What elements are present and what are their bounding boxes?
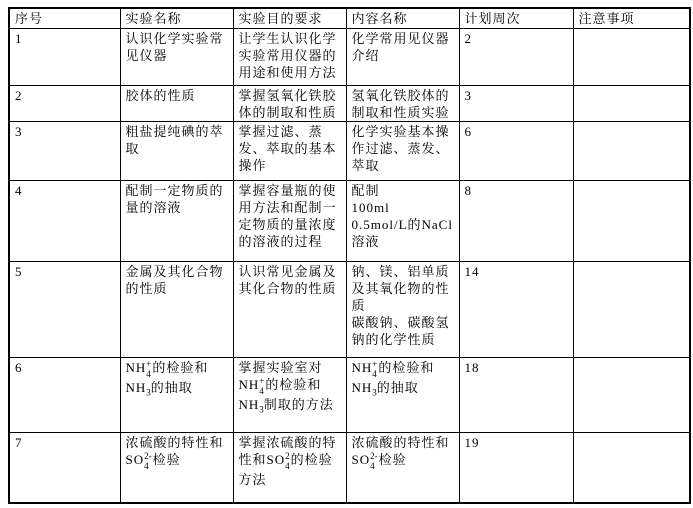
header-cell-notes: 注意事项 xyxy=(573,8,690,28)
cell-purpose xyxy=(233,432,346,503)
cell-no: 3 xyxy=(9,121,120,180)
cell-line: 100ml xyxy=(351,199,390,215)
cell-experiment-name xyxy=(120,180,233,261)
cell-notes xyxy=(573,28,690,85)
cell-line: NH + 4 的检验和 xyxy=(351,358,435,379)
cell-line: 用方法和配制一 xyxy=(238,199,337,215)
header-cell-week: 计划周次 xyxy=(459,8,573,28)
formula-subsup: + 4 xyxy=(372,358,378,379)
cell-line: 浓硫酸的特性和 xyxy=(125,434,224,450)
cell-line: 实验常用仪器的 xyxy=(238,47,337,63)
cell-notes xyxy=(573,85,690,121)
cell-line: 配制 xyxy=(351,182,380,198)
cell-experiment-name xyxy=(120,121,233,180)
cell-line: SO 2- 4 检验 xyxy=(125,450,181,471)
cell-purpose xyxy=(233,121,346,180)
cell-line: 溶液 xyxy=(351,233,380,249)
cell-experiment-name xyxy=(120,85,233,121)
cell-experiment-name xyxy=(120,357,233,432)
cell-line: 金属及其化合物 xyxy=(125,263,224,279)
formula-subsup: 2 4 xyxy=(285,450,290,471)
cell-line: 掌握过滤、蒸 xyxy=(238,123,323,139)
cell-line: NH + 4 的检验和 xyxy=(238,375,322,396)
cell-no: 4 xyxy=(9,180,120,261)
cell-content xyxy=(346,180,459,261)
cell-line: 及其氧化物的性 xyxy=(351,280,450,296)
cell-line: 性和SO 2 4 的检验 xyxy=(238,450,333,471)
header-cell-name: 实验名称 xyxy=(120,8,233,28)
cell-line: SO 2- 4 检验 xyxy=(351,450,407,471)
cell-line: 认识化学实验常 xyxy=(125,30,224,46)
cell-line: 体的制取和性质 xyxy=(238,104,337,120)
cell-week: 8 xyxy=(459,180,573,261)
cell-line: 取 xyxy=(125,140,140,156)
cell-line: 掌握浓硫酸的特 xyxy=(238,434,337,450)
cell-line: 钠的化学性质 xyxy=(351,331,436,347)
cell-notes xyxy=(573,357,690,432)
cell-no: 7 xyxy=(9,432,120,503)
cell-no: 6 xyxy=(9,357,120,432)
cell-line: NH + 4 的检验和 xyxy=(125,358,209,379)
cell-week: 14 xyxy=(459,261,573,357)
cell-line: $NH_3$的抽取 xyxy=(351,379,419,398)
formula-subsup: 2- 4 xyxy=(370,450,378,471)
cell-line: 见仪器 xyxy=(125,47,168,63)
cell-notes xyxy=(573,121,690,180)
cell-line: 让学生认识化学 xyxy=(238,30,337,46)
cell-line: $NH_3$的抽取 xyxy=(125,379,193,398)
cell-notes xyxy=(573,180,690,261)
cell-purpose xyxy=(233,357,346,432)
cell-content xyxy=(346,432,459,503)
cell-line: 碳酸钠、碳酸氢 xyxy=(351,314,450,330)
cell-line: 认识常见金属及 xyxy=(238,263,337,279)
cell-experiment-name xyxy=(120,432,233,503)
header-row xyxy=(9,8,690,28)
cell-line: 用途和使用方法 xyxy=(238,64,337,80)
cell-line: 操作 xyxy=(238,157,267,173)
cell-line: 浓硫酸的特性和 xyxy=(351,434,450,450)
cell-line: 0.5mol/L的NaCl xyxy=(351,216,453,232)
cell-purpose xyxy=(233,85,346,121)
experiment-schedule-table xyxy=(8,7,691,504)
cell-line: 化学常用见仪器 xyxy=(351,30,450,46)
formula-subscript: 3 xyxy=(259,404,264,415)
cell-line: 制取和性质实验 xyxy=(351,104,450,120)
cell-line: 掌握容量瓶的使 xyxy=(238,182,337,198)
cell-line: 的溶液的过程 xyxy=(238,233,323,249)
cell-line: 作过滤、蒸发、 xyxy=(351,140,450,156)
header-cell-purpose: 实验目的要求 xyxy=(233,8,346,28)
table-row xyxy=(9,357,690,432)
formula-subsup: 2- 4 xyxy=(144,450,152,471)
cell-content xyxy=(346,357,459,432)
cell-line: 介绍 xyxy=(351,47,380,63)
cell-experiment-name xyxy=(120,261,233,357)
table-row xyxy=(9,180,690,261)
header-cell-content: 内容名称 xyxy=(346,8,459,28)
cell-notes xyxy=(573,261,690,357)
table-row xyxy=(9,432,690,503)
cell-line: 方法 xyxy=(238,471,267,487)
cell-content xyxy=(346,121,459,180)
cell-no: 5 xyxy=(9,261,120,357)
cell-line: 氢氧化铁胶体的 xyxy=(351,87,450,103)
cell-week: 19 xyxy=(459,432,573,503)
cell-line: 萃取 xyxy=(351,157,380,173)
cell-line: $NH_3$制取的方法 xyxy=(238,396,334,415)
cell-week: 18 xyxy=(459,357,573,432)
cell-week: 2 xyxy=(459,28,573,85)
cell-line: 掌握实验室对 xyxy=(238,359,323,375)
cell-no: 2 xyxy=(9,85,120,121)
cell-line: 定物质的量浓度 xyxy=(238,216,337,232)
cell-line: 化学实验基本操 xyxy=(351,123,450,139)
cell-line: 粗盐提纯碘的萃 xyxy=(125,123,224,139)
cell-line: 量的溶液 xyxy=(125,199,182,215)
header-cell-no: 序号 xyxy=(9,8,120,28)
cell-line: 钠、镁、铝单质 xyxy=(351,263,450,279)
cell-line: 配制一定物质的 xyxy=(125,182,224,198)
formula-subsup: + 4 xyxy=(146,358,152,379)
cell-line: 胶体的性质 xyxy=(125,87,196,103)
cell-content xyxy=(346,85,459,121)
cell-line: 发、萃取的基本 xyxy=(238,140,337,156)
cell-line: 质 xyxy=(351,297,366,313)
cell-purpose xyxy=(233,180,346,261)
cell-content xyxy=(346,28,459,85)
cell-line: 其化合物的性质 xyxy=(238,280,337,296)
table-row xyxy=(9,261,690,357)
formula-subscript: 3 xyxy=(372,387,377,398)
cell-purpose xyxy=(233,28,346,85)
cell-notes xyxy=(573,432,690,503)
formula-subsup: + 4 xyxy=(259,375,265,396)
cell-line: 掌握氢氧化铁胶 xyxy=(238,87,337,103)
table-row xyxy=(9,121,690,180)
cell-experiment-name xyxy=(120,28,233,85)
cell-week: 6 xyxy=(459,121,573,180)
table-body xyxy=(9,28,690,503)
cell-purpose xyxy=(233,261,346,357)
cell-week: 3 xyxy=(459,85,573,121)
cell-no: 1 xyxy=(9,28,120,85)
formula-subscript: 3 xyxy=(146,387,151,398)
cell-content xyxy=(346,261,459,357)
table-row xyxy=(9,28,690,85)
table-row xyxy=(9,85,690,121)
cell-line: 的性质 xyxy=(125,280,168,296)
